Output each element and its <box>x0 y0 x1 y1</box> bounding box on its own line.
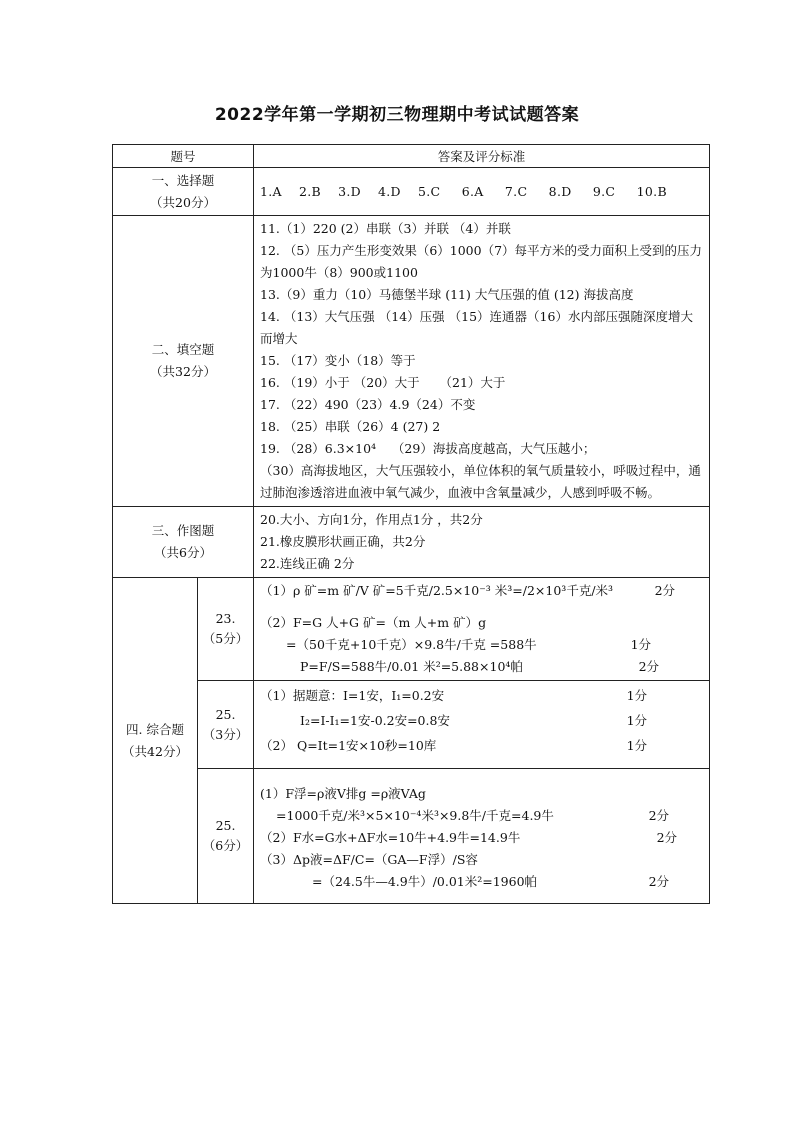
answer-table <box>112 144 710 904</box>
drawing-line: 20.大小、方向1分，作用点1分 ，共2分 <box>260 512 483 527</box>
question-number: 23. <box>215 611 236 626</box>
answer-line <box>260 612 703 634</box>
answer-points: 1分 <box>626 688 648 703</box>
answer-points: 2分 <box>654 583 676 598</box>
header-question-number: 题号 <box>113 145 254 168</box>
answer-line <box>260 656 703 678</box>
section-drawing-score: （共6分） <box>154 545 212 560</box>
question-23-label <box>198 578 254 681</box>
question-23-answers <box>254 578 710 681</box>
answer-points: 2分 <box>656 830 678 845</box>
section-comprehensive-name: 四. 综合题 <box>126 721 184 737</box>
section-drawing-row <box>113 507 710 578</box>
answer-line <box>260 827 703 849</box>
answer-text: I₂=I-I₁=1安-0.2安=0.8安 <box>300 713 450 728</box>
question-number: 25. <box>215 706 236 722</box>
answer-line <box>260 733 703 758</box>
answer-line <box>260 871 703 893</box>
fill-line: 18. （25）串联（26）4 (27) 2 <box>260 419 441 434</box>
answer-text: （1）ρ 矿=m 矿/V 矿=5千克/2.5×10⁻³ 米³=/2×10³千克/米³ <box>260 583 614 598</box>
answer-line <box>260 580 703 602</box>
section-fill-score: （共32分） <box>150 364 216 379</box>
section-choice-row <box>113 168 710 216</box>
section-fill-label <box>113 216 254 507</box>
question-25a-answers <box>254 681 710 769</box>
section-comprehensive-score: （共42分） <box>122 743 188 759</box>
fill-line: （30）高海拔地区，大气压强较小，单位体积的氧气质量较小，呼吸过程中，通过肺泡渗透溶进血液中氧气减少，血液中含氧量减少，人感到呼吸不畅。 <box>260 463 701 500</box>
drawing-line: 21.橡皮膜形状画正确，共2分 <box>260 534 426 549</box>
fill-line: 15. （17）变小（18）等于 <box>260 353 416 368</box>
answer-points: 2分 <box>638 659 660 674</box>
answer-text: （2） Q=It=1安×10秒=10库 <box>260 738 437 753</box>
answer-text: （3）Δp液=ΔF/C=（GA—F浮）/S容 <box>260 852 478 867</box>
question-25b-row <box>113 769 710 904</box>
answer-line <box>260 634 703 656</box>
section-drawing-label <box>113 507 254 578</box>
question-score: （6分） <box>202 838 249 853</box>
answer-points: 1分 <box>630 637 652 652</box>
fill-line: 19. （28）6.3×10⁴ （29）海拔高度越高，大气压越小； <box>260 441 596 456</box>
fill-line: 11.（1）220 (2）串联（3）并联 （4）并联 <box>260 221 511 236</box>
table-header-row <box>113 145 710 168</box>
fill-line: 12. （5）压力产生形变效果（6）1000（7）每平方米的受力面积上受到的压力为1000牛（8）900或1100 <box>260 243 703 280</box>
page-title: 2022学年第一学期初三物理期中考试试题答案 <box>214 105 580 125</box>
question-25a-row <box>113 681 710 769</box>
question-25b-answers <box>254 769 710 904</box>
section-choice-name: 一、选择题 <box>151 172 215 188</box>
answer-text: (1）F浮=ρ液V排g =ρ液VAg <box>260 786 426 801</box>
fill-line: 13.（9）重力（10）马德堡半球 (11) 大气压强的值 (12) 海拔高度 <box>260 287 634 302</box>
section-drawing-answers <box>254 507 710 578</box>
header-answers: 答案及评分标准 <box>254 145 710 168</box>
answer-text: =（24.5牛—4.9牛）/0.01米²=1960帕 <box>312 874 538 889</box>
section-comprehensive-row <box>113 578 710 681</box>
drawing-line: 22.连线正确 2分 <box>260 556 355 571</box>
answer-text: P=F/S=588牛/0.01 米²=5.88×10⁴帕 <box>300 659 523 674</box>
answer-line <box>260 783 703 805</box>
section-drawing-name: 三、作图题 <box>151 523 215 538</box>
answer-text: （1）据题意：I=1安，I₁=0.2安 <box>260 688 445 703</box>
section-choice-label <box>113 168 254 216</box>
answer-text: =（50千克+10千克）×9.8牛/千克 =588牛 <box>286 637 537 652</box>
answer-text: （2）F水=G水+ΔF水=10牛+4.9牛=14.9牛 <box>260 830 521 845</box>
question-score: （3分） <box>202 726 249 742</box>
question-number: 25. <box>215 818 236 833</box>
section-comprehensive-label <box>113 578 198 904</box>
answer-line <box>260 805 703 827</box>
answer-line <box>260 708 703 733</box>
answer-points: 1分 <box>626 713 648 728</box>
question-score: （5分） <box>202 631 249 646</box>
fill-line: 17. （22）490（23）4.9（24）不变 <box>260 397 476 412</box>
section-fill-row <box>113 216 710 507</box>
fill-line: 14. （13）大气压强 （14）压强 （15）连通器（16）水内部压强随深度增大而增大 <box>260 309 693 346</box>
answer-points: 2分 <box>648 808 670 823</box>
question-25b-label <box>198 769 254 904</box>
section-choice-answers <box>254 168 710 216</box>
answer-points: 1分 <box>626 738 648 753</box>
section-fill-name: 二、填空题 <box>151 342 215 357</box>
choice-answers-line: 1.A 2.B 3.D 4.D 5.C 6.A 7.C 8.D 9.C 10.B <box>260 183 667 199</box>
answer-text: （2）F=G 人+G 矿=（m 人+m 矿）g <box>260 615 487 630</box>
question-25a-label <box>198 681 254 769</box>
answer-line <box>260 849 703 871</box>
fill-line: 16. （19）小于 （20）大于 （21）大于 <box>260 375 506 390</box>
answer-line <box>260 683 703 708</box>
section-choice-score: （共20分） <box>150 194 216 210</box>
section-fill-answers <box>254 216 710 507</box>
answer-points: 2分 <box>648 874 670 889</box>
answer-text: =1000千克/米³×5×10⁻⁴米³×9.8牛/千克=4.9牛 <box>276 808 554 823</box>
